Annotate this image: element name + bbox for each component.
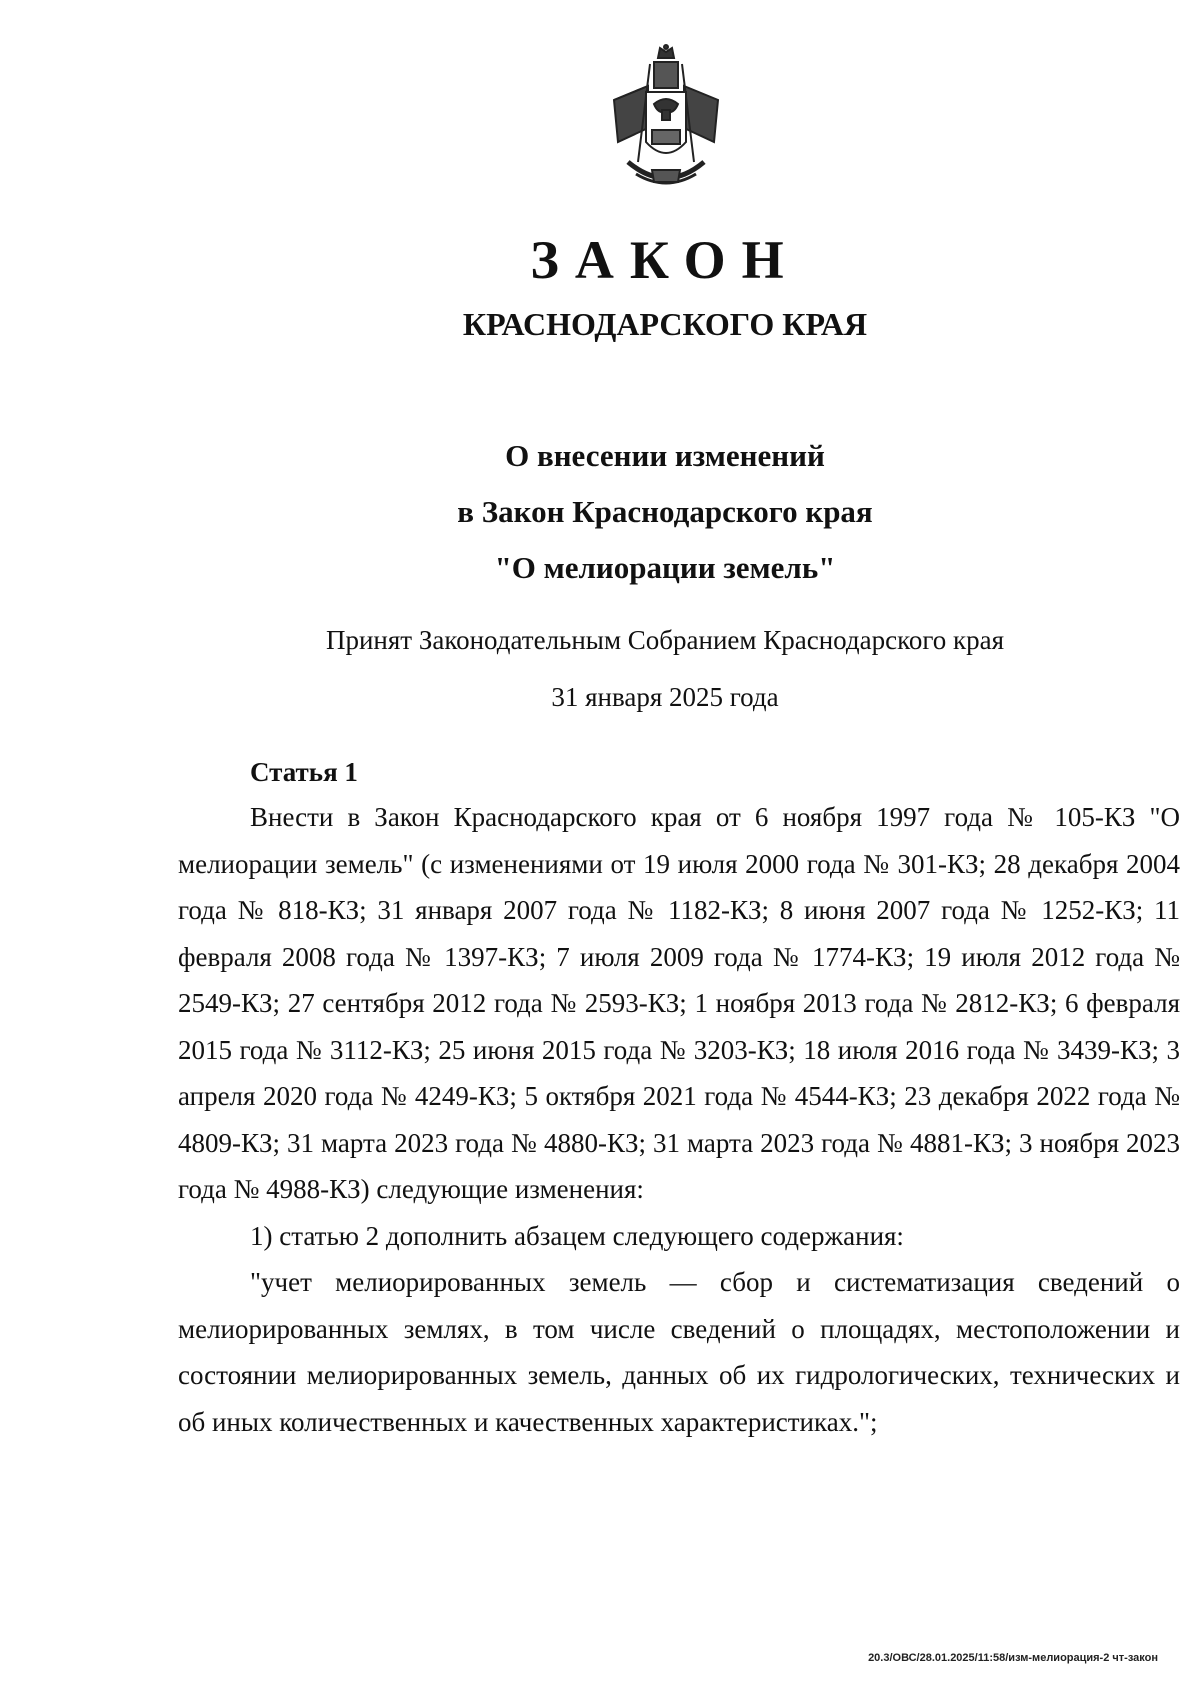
article-heading: Статья 1 [250, 757, 358, 787]
law-title [0, 428, 1200, 596]
law-title-line-3: "О мелиорации земель" [494, 550, 836, 585]
adoption-date: 31 января 2025 года [551, 682, 779, 712]
footer-file-code: 20.3/ОВС/28.01.2025/11:58/изм-мелиорация-2 чт-закон [868, 1652, 1158, 1664]
document-title: ЗАКОН [530, 230, 800, 290]
document-subtitle: КРАСНОДАРСКОГО КРАЯ [462, 306, 868, 342]
paragraph-amendments-intro: Внести в Закон Краснодарского края от 6 ноября 1997 года № 105-КЗ "О мелиорации земель" (с изменениями от 19 июля 2000 года № 301-КЗ; 28 декабря 2004 года № 818-КЗ; 31 января 2007 года № 1182-КЗ; 8 июня 2007 года № 1252-КЗ; 11 февраля 2008 года № 1397-КЗ; 7 июля 2009 года № 1774-КЗ; 19 июля 2012 года № 2549-КЗ; 27 сентября 2012 года № 2593-КЗ; 1 ноября 2013 года № 2812-КЗ; 6 февраля 2015 года № 3112-КЗ; 25 июня 2015 года № 3203-КЗ; 18 июля 2016 года № 3439-КЗ; 3 апреля 2020 года № 4249-КЗ; 5 октября 2021 года № 4544-КЗ; 23 декабря 2022 года № 4809-КЗ; 31 марта 2023 года № 4880-КЗ; 31 марта 2023 года № 4881-КЗ; 3 ноября 2023 года № 4988-КЗ) следующие изменения: [178, 802, 1180, 1204]
article-body [178, 794, 1180, 1445]
paragraph-definition: "учет мелиорированных земель — сбор и систематизация сведений о мелиорированных землях, в том числе сведений о площадях, местоположении и состоянии мелиорированных земель, данных об их гидрологических, технических и об иных количественных и качественных характеристиках."; [178, 1267, 1180, 1437]
law-title-line-2: в Закон Краснодарского края [457, 494, 873, 529]
adoption-body: Принят Законодательным Собранием Краснодарского края [325, 625, 1005, 655]
adoption-note [0, 612, 1200, 726]
paragraph-item-1: 1) статью 2 дополнить абзацем следующего содержания: [250, 1220, 904, 1251]
coat-of-arms-icon [608, 44, 724, 192]
law-title-line-1: О внесении изменений [505, 438, 825, 473]
